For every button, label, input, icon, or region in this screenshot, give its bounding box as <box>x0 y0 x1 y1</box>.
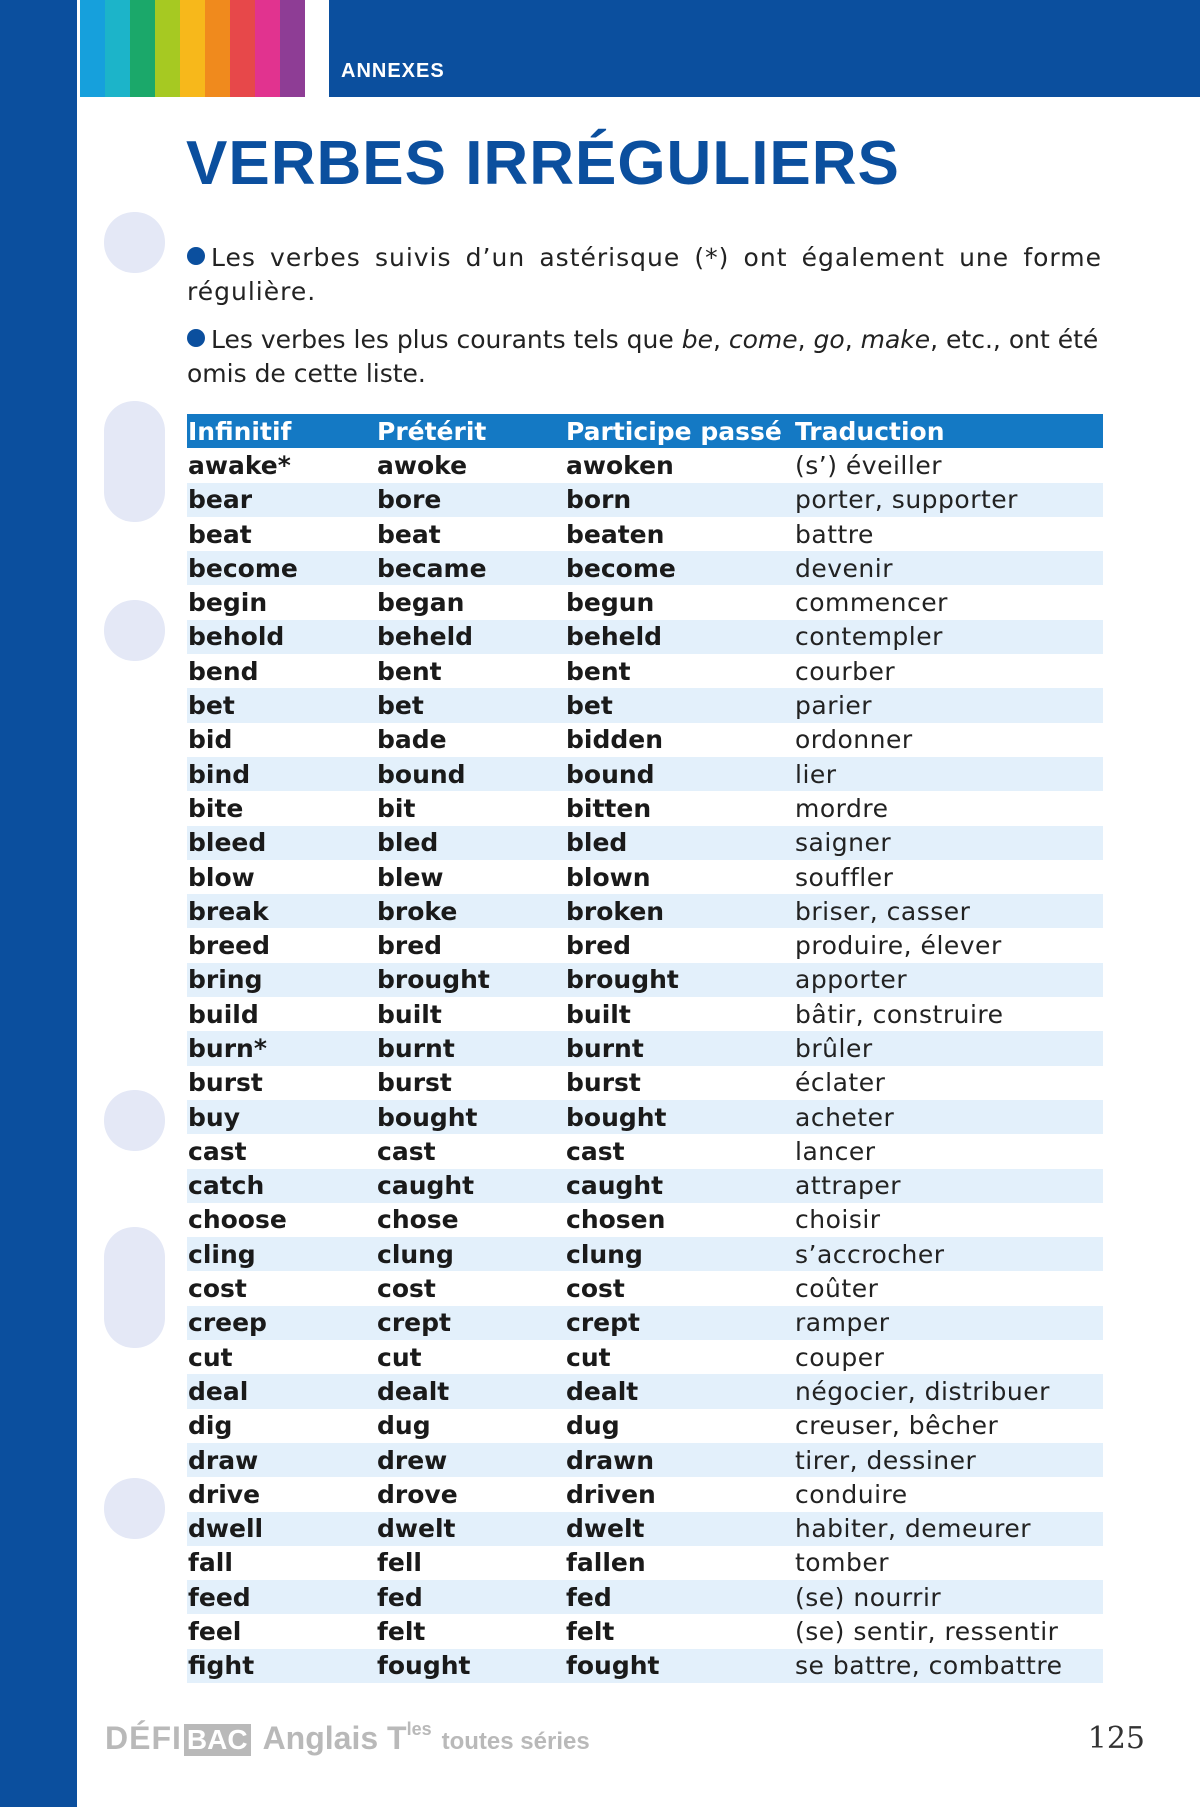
preterit-cell: bore <box>377 485 442 515</box>
color-stripe <box>155 0 180 97</box>
subject-sup: les <box>406 1719 432 1739</box>
color-stripe <box>255 0 280 97</box>
table-row <box>187 1169 1103 1203</box>
infinitif-cell: deal <box>188 1376 249 1406</box>
note-text: , <box>712 325 729 354</box>
infinitif-cell: dig <box>188 1411 233 1441</box>
traduction-cell: porter, supporter <box>795 485 1018 515</box>
table-row <box>187 1340 1103 1374</box>
traduction-cell: courber <box>795 656 896 686</box>
participe-passe-cell: felt <box>566 1617 615 1647</box>
color-stripe <box>230 0 255 97</box>
traduction-cell: commencer <box>795 588 948 618</box>
participe-passe-cell: bent <box>566 656 631 686</box>
infinitif-cell: buy <box>188 1102 240 1132</box>
traduction-cell: contempler <box>795 622 943 652</box>
infinitif-cell: cast <box>188 1136 247 1166</box>
table-row <box>187 723 1103 757</box>
traduction-cell: battre <box>795 519 874 549</box>
infinitif-cell: become <box>188 553 298 583</box>
participe-passe-cell: driven <box>566 1479 656 1509</box>
infinitif-cell: behold <box>188 622 285 652</box>
irregular-verbs-table <box>187 414 1103 1683</box>
participe-passe-cell: bound <box>566 759 655 789</box>
table-row <box>187 1546 1103 1580</box>
table-row <box>187 860 1103 894</box>
participe-passe-cell: awoken <box>566 450 674 480</box>
table-row <box>187 997 1103 1031</box>
binder-hole <box>104 1227 165 1348</box>
traduction-cell: coûter <box>795 1274 879 1304</box>
color-stripe <box>180 0 205 97</box>
note-text: , <box>844 325 861 354</box>
preterit-cell: bled <box>377 828 439 858</box>
preterit-cell: bent <box>377 656 442 686</box>
preterit-cell: drove <box>377 1479 458 1509</box>
infinitif-cell: feel <box>188 1617 242 1647</box>
preterit-cell: dug <box>377 1411 431 1441</box>
infinitif-cell: beat <box>188 519 252 549</box>
preterit-cell: bet <box>377 691 424 721</box>
infinitif-cell: build <box>188 999 259 1029</box>
participe-passe-cell: fed <box>566 1582 612 1612</box>
participe-passe-cell: bred <box>566 931 632 961</box>
table-row <box>187 963 1103 997</box>
participe-passe-cell: dug <box>566 1411 620 1441</box>
infinitif-cell: breed <box>188 931 271 961</box>
preterit-cell: dwelt <box>377 1514 456 1544</box>
subject-text: Anglais T <box>262 1720 407 1756</box>
participe-passe-cell: built <box>566 999 631 1029</box>
preterit-cell: built <box>377 999 442 1029</box>
example-verb: be <box>681 325 713 354</box>
table-row <box>187 1409 1103 1443</box>
traduction-cell: produire, élever <box>795 931 1002 961</box>
participe-passe-cell: dealt <box>566 1376 639 1406</box>
participe-passe-cell: cost <box>566 1274 625 1304</box>
infinitif-cell: begin <box>188 588 268 618</box>
infinitif-cell: bite <box>188 793 244 823</box>
preterit-cell: felt <box>377 1617 426 1647</box>
infinitif-cell: bend <box>188 656 259 686</box>
table-row <box>187 1477 1103 1511</box>
column-header-infinitif: Infinitif <box>188 416 292 446</box>
participe-passe-cell: burst <box>566 1068 641 1098</box>
preterit-cell: burnt <box>377 1033 455 1063</box>
table-row <box>187 1237 1103 1271</box>
participe-passe-cell: caught <box>566 1171 664 1201</box>
traduction-cell: tirer, dessiner <box>795 1445 977 1475</box>
participe-passe-cell: drawn <box>566 1445 654 1475</box>
preterit-cell: cast <box>377 1136 436 1166</box>
infinitif-cell: feed <box>188 1582 251 1612</box>
preterit-cell: clung <box>377 1239 454 1269</box>
preterit-cell: fed <box>377 1582 423 1612</box>
participe-passe-cell: brought <box>566 965 679 995</box>
preterit-cell: bought <box>377 1102 478 1132</box>
table-row <box>187 551 1103 585</box>
table-row <box>187 928 1103 962</box>
table-row <box>187 448 1103 482</box>
footer-brand <box>105 1719 590 1757</box>
preterit-cell: began <box>377 588 465 618</box>
preterit-cell: fell <box>377 1548 422 1578</box>
traduction-cell: briser, casser <box>795 896 971 926</box>
preterit-cell: cut <box>377 1342 422 1372</box>
traduction-cell: (se) nourrir <box>795 1582 942 1612</box>
preterit-cell: bit <box>377 793 416 823</box>
participe-passe-cell: broken <box>566 896 665 926</box>
header-bar <box>329 0 1200 97</box>
infinitif-cell: draw <box>188 1445 259 1475</box>
infinitif-cell: bet <box>188 691 235 721</box>
table-row <box>187 1271 1103 1305</box>
table-row <box>187 1649 1103 1683</box>
example-verb: go <box>813 325 845 354</box>
left-margin-band <box>0 0 77 1807</box>
color-stripe <box>130 0 155 97</box>
participe-passe-cell: crept <box>566 1308 640 1338</box>
note-text: , etc., ont été omis de cette liste. <box>187 325 1099 388</box>
table-row <box>187 1512 1103 1546</box>
preterit-cell: beat <box>377 519 441 549</box>
participe-passe-cell: bidden <box>566 725 664 755</box>
infinitif-cell: burst <box>188 1068 263 1098</box>
infinitif-cell: choose <box>188 1205 287 1235</box>
participe-passe-cell: clung <box>566 1239 643 1269</box>
traduction-cell: attraper <box>795 1171 902 1201</box>
book-series: toutes séries <box>441 1728 590 1755</box>
traduction-cell: habiter, demeurer <box>795 1514 1032 1544</box>
binder-hole <box>104 401 165 522</box>
table-row <box>187 757 1103 791</box>
table-row <box>187 791 1103 825</box>
traduction-cell: lier <box>795 759 837 789</box>
binder-hole <box>104 600 165 661</box>
traduction-cell: devenir <box>795 553 893 583</box>
infinitif-cell: creep <box>188 1308 267 1338</box>
traduction-cell: brûler <box>795 1033 873 1063</box>
participe-passe-cell: blown <box>566 862 651 892</box>
preterit-cell: bade <box>377 725 447 755</box>
preterit-cell: bound <box>377 759 466 789</box>
color-stripes <box>80 0 305 97</box>
participe-passe-cell: bitten <box>566 793 652 823</box>
preterit-cell: fought <box>377 1651 471 1681</box>
traduction-cell: creuser, bêcher <box>795 1411 999 1441</box>
infinitif-cell: dwell <box>188 1514 264 1544</box>
preterit-cell: broke <box>377 896 458 926</box>
note-text: Les verbes les plus courants tels que <box>211 325 682 354</box>
traduction-cell: couper <box>795 1342 885 1372</box>
infinitif-cell: cling <box>188 1239 256 1269</box>
infinitif-cell: burn* <box>188 1033 267 1063</box>
binder-hole <box>104 1090 165 1151</box>
table-row <box>187 1203 1103 1237</box>
traduction-cell: parier <box>795 691 873 721</box>
table-row <box>187 654 1103 688</box>
bullet-icon <box>187 329 205 347</box>
page-number: 125 <box>1087 1721 1145 1756</box>
participe-passe-cell: bought <box>566 1102 667 1132</box>
participe-passe-cell: dwelt <box>566 1514 645 1544</box>
table-row <box>187 620 1103 654</box>
column-header-traduction: Traduction <box>795 416 945 446</box>
table-row <box>187 1374 1103 1408</box>
table-row <box>187 585 1103 619</box>
preterit-cell: brought <box>377 965 490 995</box>
preterit-cell: awoke <box>377 450 468 480</box>
traduction-cell: ordonner <box>795 725 913 755</box>
table-row <box>187 1031 1103 1065</box>
book-subject <box>263 1719 432 1757</box>
column-header-preterit: Prétérit <box>377 416 487 446</box>
binder-hole <box>104 212 165 273</box>
traduction-cell: négocier, distribuer <box>795 1376 1050 1406</box>
traduction-cell: acheter <box>795 1102 895 1132</box>
infinitif-cell: awake* <box>188 450 291 480</box>
preterit-cell: caught <box>377 1171 475 1201</box>
infinitif-cell: catch <box>188 1171 265 1201</box>
preterit-cell: dealt <box>377 1376 450 1406</box>
table-row <box>187 688 1103 722</box>
example-verb: make <box>860 325 931 354</box>
note-omitted-verbs <box>187 323 1102 391</box>
color-stripe <box>205 0 230 97</box>
binder-hole <box>104 1478 165 1539</box>
participe-passe-cell: begun <box>566 588 655 618</box>
preterit-cell: cost <box>377 1274 436 1304</box>
preterit-cell: crept <box>377 1308 451 1338</box>
infinitif-cell: bind <box>188 759 251 789</box>
infinitif-cell: bleed <box>188 828 267 858</box>
traduction-cell: (s’) éveiller <box>795 450 942 480</box>
infinitif-cell: bear <box>188 485 253 515</box>
traduction-cell: tomber <box>795 1548 889 1578</box>
traduction-cell: choisir <box>795 1205 881 1235</box>
participe-passe-cell: bet <box>566 691 613 721</box>
preterit-cell: bred <box>377 931 443 961</box>
infinitif-cell: fall <box>188 1548 233 1578</box>
note-text: Les verbes suivis d’un astérisque (*) ont également une forme régulière. <box>187 243 1102 306</box>
participe-passe-cell: become <box>566 553 676 583</box>
color-stripe <box>105 0 130 97</box>
example-verb: come <box>728 325 798 354</box>
participe-passe-cell: beaten <box>566 519 665 549</box>
table-row <box>187 1614 1103 1648</box>
participe-passe-cell: cut <box>566 1342 611 1372</box>
color-stripe <box>280 0 305 97</box>
participe-passe-cell: burnt <box>566 1033 644 1063</box>
infinitif-cell: blow <box>188 862 255 892</box>
note-asterisk <box>187 241 1102 309</box>
table-row <box>187 1443 1103 1477</box>
note-text: , <box>797 325 814 354</box>
table-row <box>187 1066 1103 1100</box>
page-title: VERBES IRRÉGULIERS <box>186 129 900 198</box>
infinitif-cell: bring <box>188 965 263 995</box>
table-header-row <box>187 414 1103 448</box>
color-stripe <box>80 0 105 97</box>
participe-passe-cell: born <box>566 485 632 515</box>
preterit-cell: burst <box>377 1068 452 1098</box>
table-row <box>187 483 1103 517</box>
infinitif-cell: cut <box>188 1342 233 1372</box>
traduction-cell: se battre, combattre <box>795 1651 1063 1681</box>
infinitif-cell: fight <box>188 1651 255 1681</box>
brand-bac: BAC <box>184 1724 251 1756</box>
infinitif-cell: drive <box>188 1479 261 1509</box>
brand-defi: DÉFI <box>105 1720 182 1756</box>
traduction-cell: (se) sentir, ressentir <box>795 1617 1059 1647</box>
table-row <box>187 1580 1103 1614</box>
table-row <box>187 1134 1103 1168</box>
preterit-cell: blew <box>377 862 444 892</box>
traduction-cell: apporter <box>795 965 908 995</box>
participe-passe-cell: bled <box>566 828 628 858</box>
participe-passe-cell: chosen <box>566 1205 666 1235</box>
traduction-cell: éclater <box>795 1068 886 1098</box>
traduction-cell: lancer <box>795 1136 876 1166</box>
traduction-cell: mordre <box>795 793 889 823</box>
table-row <box>187 517 1103 551</box>
preterit-cell: drew <box>377 1445 448 1475</box>
infinitif-cell: break <box>188 896 269 926</box>
participe-passe-cell: fought <box>566 1651 660 1681</box>
table-row <box>187 1100 1103 1134</box>
participe-passe-cell: fallen <box>566 1548 646 1578</box>
traduction-cell: souffler <box>795 862 894 892</box>
table-row <box>187 1306 1103 1340</box>
preterit-cell: became <box>377 553 487 583</box>
traduction-cell: ramper <box>795 1308 890 1338</box>
participe-passe-cell: cast <box>566 1136 625 1166</box>
bullet-icon <box>187 247 205 265</box>
table-row <box>187 894 1103 928</box>
preterit-cell: chose <box>377 1205 459 1235</box>
infinitif-cell: bid <box>188 725 233 755</box>
traduction-cell: saigner <box>795 828 892 858</box>
table-row <box>187 826 1103 860</box>
participe-passe-cell: beheld <box>566 622 663 652</box>
infinitif-cell: cost <box>188 1274 247 1304</box>
traduction-cell: conduire <box>795 1479 908 1509</box>
column-header-participe-passe: Participe passé <box>566 416 782 446</box>
traduction-cell: bâtir, construire <box>795 999 1004 1029</box>
preterit-cell: beheld <box>377 622 474 652</box>
section-label: ANNEXES <box>341 60 445 82</box>
traduction-cell: s’accrocher <box>795 1239 945 1269</box>
